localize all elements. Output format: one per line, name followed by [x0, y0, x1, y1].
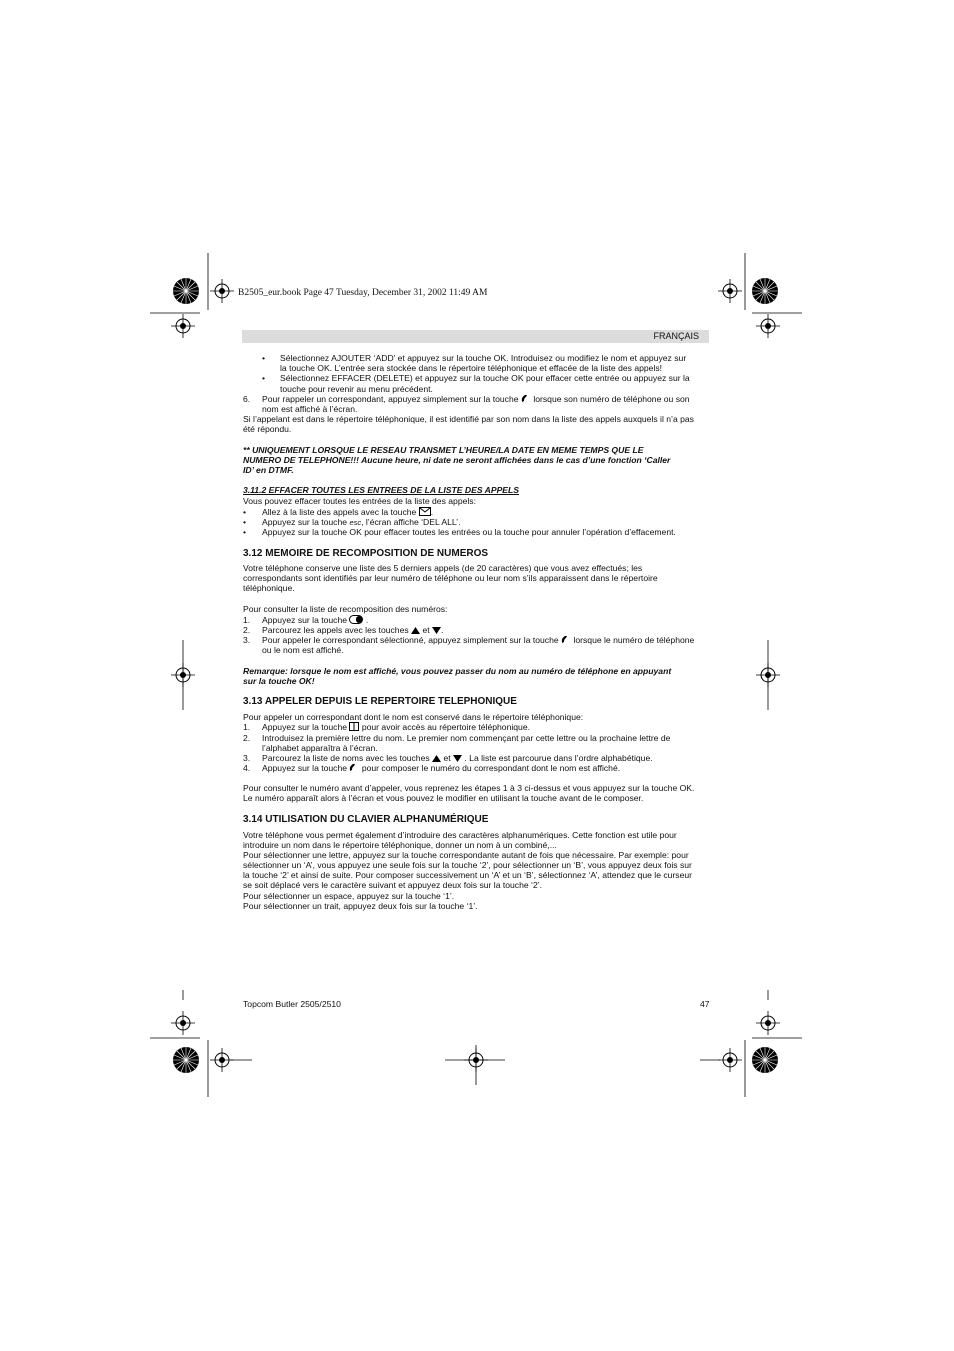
step-text-end: pour avoir accès au répertoire téléphonique.: [361, 722, 530, 732]
paragraph-line: téléphonique.: [243, 583, 295, 593]
step-text: ou le nom est affiché.: [262, 645, 344, 655]
step-number: 6.: [243, 394, 251, 404]
phone-handset-icon: [561, 635, 571, 644]
step-number: 4.: [243, 763, 251, 773]
step-text-main: Appuyez sur la touche: [262, 615, 348, 625]
recall-step-line1: [262, 394, 690, 404]
step-number: 1.: [243, 722, 251, 732]
language-tab: [242, 330, 709, 343]
note-line3: ID’ en DTMF.: [243, 465, 294, 475]
bullet-text: Appuyez sur la touche OK pour effacer toutes les entrées ou la touche pour annuler l’opération d’effacement.: [262, 527, 676, 537]
esc-key-icon: esc: [349, 518, 362, 527]
bullet-text: [262, 507, 433, 517]
redial-key-icon: [349, 615, 363, 624]
step-text: [262, 753, 653, 763]
bullet: •: [243, 517, 247, 527]
bullet-text-main: Appuyez sur la touche: [262, 517, 348, 527]
period: .: [441, 625, 444, 635]
paragraph-line: Votre téléphone conserve une liste des 5 derniers appels (de 20 caractères) que vous avez effectués; les: [243, 563, 643, 573]
print-slug: B2505_eur.book Page 47 Tuesday, December 31, 2002 11:49 AM: [238, 288, 488, 298]
paragraph-line: Pour appeler un correspondant dont le nom est conservé dans le répertoire téléphonique:: [243, 712, 584, 722]
bullet-text-end: , l’écran affiche ‘DEL ALL’.: [361, 517, 461, 527]
note-line1: ** UNIQUEMENT LORSQUE LE RESEAU TRANSMET L’HEURE/LA DATE EN MEME TEMPS QUE LE: [243, 445, 644, 455]
step-number: 3.: [243, 635, 251, 645]
paragraph-line: Pour sélectionner une lettre, appuyez sur la touche correspondante autant de fois que nécessaire. Par exemple: pour: [243, 850, 689, 860]
section-heading-3-14: 3.14 UTILISATION DU CLAVIER ALPHANUMÉRIQUE: [243, 814, 489, 825]
step-number: 2.: [243, 733, 251, 743]
section-heading-3-13: 3.13 APPELER DEPUIS LE REPERTOIRE TELEPHONIQUE: [243, 696, 517, 707]
step-text: l’alphabet apparaîtra à l’écran.: [262, 743, 378, 753]
period: .: [363, 615, 369, 625]
language-label: FRANÇAIS: [653, 331, 699, 341]
bullet: •: [243, 527, 247, 537]
section-heading-3-11-2: 3.11.2 EFFACER TOUTES LES ENTREES DE LA LISTE DES APPELS: [243, 485, 520, 495]
paragraph-line: Vous pouvez effacer toutes les entrées de la liste des appels:: [243, 496, 476, 506]
step-number: 1.: [243, 615, 251, 625]
paragraph-line: Si l’appelant est dans le répertoire téléphonique, il est identifié par son nom dans la liste des appels auxquels il n’a pas: [243, 414, 694, 424]
delete-step-line1: Sélectionnez EFFACER (DELETE) et appuyez sur la touche OK pour effacer cette entrée ou appuyez sur la: [280, 373, 690, 383]
step-text: [262, 625, 443, 635]
phone-handset-icon: [349, 763, 359, 772]
phonebook-icon: [349, 722, 359, 731]
paragraph-line: Pour consulter la liste de recomposition des numéros:: [243, 604, 448, 614]
step-text-main: Appuyez sur la touche: [262, 763, 348, 773]
period: .: [430, 507, 434, 517]
paragraph-line: introduire un nom dans le répertoire téléphonique, donner un nom à un combiné,...: [243, 840, 557, 850]
step-number: 2.: [243, 625, 251, 635]
step-text: [262, 722, 530, 732]
paragraph-line: été répondu.: [243, 424, 292, 434]
paragraph-line: Pour sélectionner un trait, appuyez deux fois sur la touche ‘1’.: [243, 901, 478, 911]
step-text-main: Parcourez les appels avec les touches: [262, 625, 409, 635]
arrow-up-icon: [432, 755, 441, 762]
section-heading-3-12: 3.12 MEMOIRE DE RECOMPOSITION DE NUMEROS: [243, 548, 489, 559]
paragraph-line: Le numéro apparaît alors à l’écran et vous pouvez le modifier en utilisant la touche avant de le composer.: [243, 793, 644, 803]
remark-line2: sur la touche OK!: [243, 676, 315, 686]
remark-line1: Remarque: lorsque le nom est affiché, vous pouvez passer du nom au numéro de téléphone en appuyant: [243, 666, 672, 676]
step-text: [262, 763, 620, 773]
paragraph-line: la touche ‘2’ et ainsi de suite. Pour composer successivement un ‘A’ et un ‘B’, sélectionnez ‘A’, attendez que le curseur: [243, 870, 693, 880]
paragraph-line: Votre téléphone vous permet également d’introduire des caractères alphanumériques. Cette fonction est utile pour: [243, 830, 677, 840]
bullet-text-main: Allez à la liste des appels avec la touche: [262, 507, 417, 517]
delete-step-line2: touche pour revenir au menu précédent.: [280, 384, 433, 394]
step-text-main: Parcourez la liste de noms avec les touches: [262, 753, 430, 763]
step-text-main: Pour appeler le correspondant sélectionné, appuyez simplement sur la touche: [262, 635, 559, 645]
arrow-down-icon: [453, 755, 462, 762]
step-text-and: et: [443, 753, 451, 763]
step-text: Introduisez la première lettre du nom. Le premier nom commençant par cette lettre ou la prochaine lettre de: [262, 733, 671, 743]
footer-product: Topcom Butler 2505/2510: [243, 999, 341, 1009]
note-line2: NUMERO DE TELEPHONE!!! Aucune heure, ni date ne seront affichées dans le cas d’une fonction ‘Caller: [243, 455, 671, 465]
add-step-line2: la touche OK. L’entrée sera stockée dans le répertoire téléphonique et effacée de la liste des appels!: [280, 363, 663, 373]
recall-step-line2: nom est affiché à l’écran.: [262, 404, 358, 414]
step-text: [262, 635, 694, 645]
page-number: 47: [700, 999, 710, 1009]
recall-text: Pour rappeler un correspondant, appuyez simplement sur la touche: [262, 394, 519, 404]
add-step-line1: Sélectionnez AJOUTER ‘ADD’ et appuyez sur la touche OK. Introduisez ou modifiez le nom et appuyez sur: [280, 353, 687, 363]
bullet: •: [262, 353, 266, 363]
paragraph-line: Pour consulter le numéro avant d’appeler, vous reprenez les étapes 1 à 3 ci-dessus et vous appuyez sur la touche OK.: [243, 783, 695, 793]
step-text-end: pour composer le numéro du correspondant dont le nom est affiché.: [361, 763, 621, 773]
step-text-end: . La liste est parcourue dans l’ordre alphabétique.: [464, 753, 653, 763]
paragraph-line: Pour sélectionner un espace, appuyez sur la touche ‘1’.: [243, 891, 455, 901]
paragraph-line: correspondants sont identifiés par leur numéro de téléphone ou leur nom s’ils apparaissent dans le répertoire: [243, 573, 658, 583]
bullet: •: [262, 373, 266, 383]
step-text: [262, 615, 368, 625]
paragraph-line: sélectionner un ‘A’, vous appuyez une seule fois sur la touche ‘2’, pour sélectionner un ‘B’, vous appuyez deux fois sur: [243, 860, 692, 870]
arrow-down-icon: [432, 625, 444, 635]
step-text-main: Appuyez sur la touche: [262, 722, 348, 732]
step-text-and: et: [422, 625, 430, 635]
step-number: 3.: [243, 753, 251, 763]
phone-handset-icon: [521, 394, 531, 403]
arrow-up-icon: [411, 627, 420, 634]
recall-text-end: lorsque son numéro de téléphone ou son: [533, 394, 690, 404]
paragraph-line: se soit déplacé vers le caractère suivant et appuyez deux fois sur la touche ‘2’.: [243, 880, 543, 890]
envelope-icon: [419, 507, 434, 517]
step-text-end: lorsque le numéro de téléphone: [573, 635, 695, 645]
bullet: •: [243, 507, 247, 517]
